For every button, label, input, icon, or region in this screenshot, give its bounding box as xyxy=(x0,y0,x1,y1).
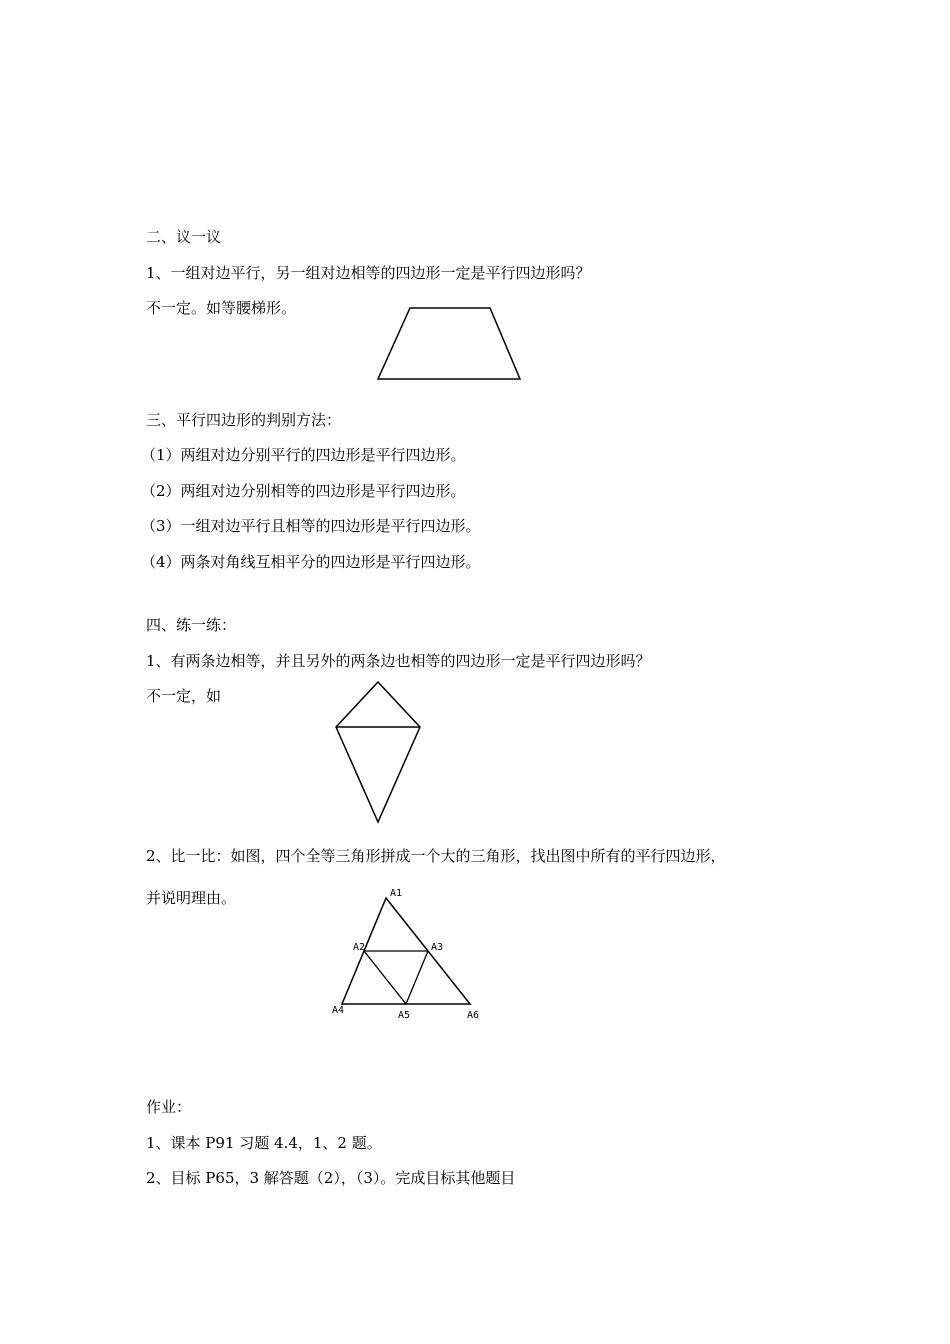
section-4-question-2: 2、比一比：如图，四个全等三角形拼成一个大的三角形，找出图中所有的平行四边形， xyxy=(146,847,726,865)
section-4-question-1: 1、有两条边相等，并且另外的两条边也相等的四边形一定是平行四边形吗？ xyxy=(146,652,651,670)
section-2-question-1: 1、一组对边平行，另一组对边相等的四边形一定是平行四边形吗？ xyxy=(146,264,591,282)
kite-figure xyxy=(330,676,430,826)
method-2: （2）两组对边分别相等的四边形是平行四边形。 xyxy=(141,482,466,500)
triangle-figure xyxy=(320,880,500,1030)
vertex-label-a6: A6 xyxy=(467,1010,480,1021)
midline-a2-a5 xyxy=(364,951,406,1004)
method-3: （3）一组对边平行且相等的四边形是平行四边形。 xyxy=(141,517,481,535)
isosceles-trapezoid-figure xyxy=(370,300,530,390)
section-2-answer-1: 不一定。如等腰梯形。 xyxy=(146,299,297,317)
section-2-heading: 二、议一议 xyxy=(146,228,222,246)
section-4-heading: 四、练一练： xyxy=(146,616,237,634)
section-3-heading: 三、平行四边形的判别方法： xyxy=(146,411,342,429)
section-4-question-2-cont: 并说明理由。 xyxy=(146,889,237,907)
midline-a3-a5 xyxy=(406,951,428,1004)
vertex-label-a3: A3 xyxy=(431,942,444,953)
vertex-label-a1: A1 xyxy=(390,888,403,899)
section-4-answer-1: 不一定，如 xyxy=(146,687,222,705)
vertex-label-a5: A5 xyxy=(398,1010,411,1021)
homework-heading: 作业： xyxy=(146,1098,192,1116)
kite-shape xyxy=(336,682,420,822)
method-1: （1）两组对边分别平行的四边形是平行四边形。 xyxy=(141,446,466,464)
method-4: （4）两条对角线互相平分的四边形是平行四边形。 xyxy=(141,553,481,571)
vertex-label-a2: A2 xyxy=(353,942,366,953)
homework-item-2: 2、目标 P65，3 解答题（2），（3）。完成目标其他题目 xyxy=(146,1169,516,1187)
trapezoid-shape xyxy=(378,308,520,379)
vertex-label-a4: A4 xyxy=(332,1005,345,1016)
homework-item-1: 1、课本 P91 习题 4.4，1、2 题。 xyxy=(146,1134,382,1152)
